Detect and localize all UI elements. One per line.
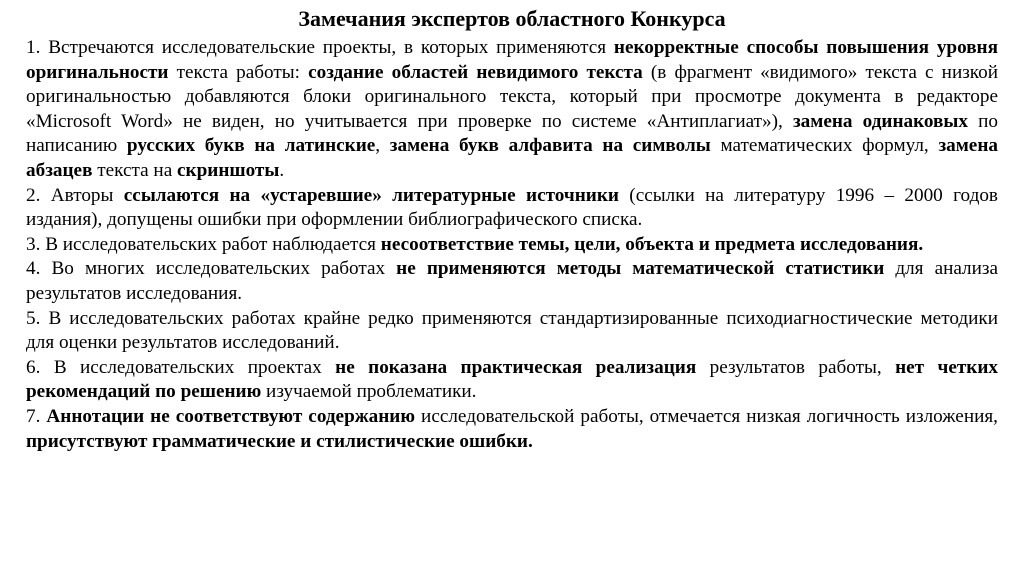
remark-text: изучаемой проблематики. [261,381,477,403]
remark-item-4 [26,257,998,306]
remark-text: , [375,135,390,157]
remark-text: текста на [92,159,178,181]
remark-emphasis: замена букв алфавита на символы [389,135,711,157]
remark-emphasis: некорректные способы повышения уровня оригинальности [26,37,998,83]
remark-emphasis: замена одинаковых [792,110,968,132]
remark-emphasis: не применяются методы математической статистики [396,258,885,280]
remark-text: 5. В исследовательских работах крайне редко применяются стандартизированные психодиагностические методики для оценки результатов исследований. [26,307,998,354]
remark-emphasis: присутствуют грамматические и стилистические ошибки. [26,430,533,452]
slide-title: Замечания экспертов областного Конкурса [298,6,726,31]
remark-text: по написанию [26,110,998,157]
remark-item-5 [26,307,998,356]
remark-emphasis: создание областей невидимого текста [308,61,643,83]
remark-emphasis: Аннотации не соответствуют содержанию [46,405,416,427]
remark-text: для анализа результатов исследования. [26,258,999,304]
remark-item-3 [26,233,998,258]
remark-emphasis: русских букв на латинские [126,135,376,157]
remark-text: 4. Во многих исследовательских работах [26,258,397,280]
remark-text: 1. Встречаются исследовательские проекты, в которых применяются [26,37,614,58]
remarks-list [26,36,998,454]
remark-item-2 [26,184,998,233]
remark-text: (в фрагмент «видимого» текста с низкой оригинальностью добавляются блоки оригинального текста, который при просмотре документа в редакторе «Microsoft Word» не виден, но учитывается при проверке по системе «Антиплагиат»), [26,61,998,132]
remark-text: исследовательской работы, отмечается низкая логичность изложения, [415,405,998,427]
remark-text: математических формул, [710,135,939,157]
remark-item-1 [26,36,998,184]
remark-text: 2. Авторы [26,184,124,206]
remark-emphasis: скриншоты [177,159,280,181]
remark-emphasis: несоответствие темы, цели, объекта и предмета исследования. [380,233,924,255]
remark-emphasis: не показана практическая реализация [335,356,697,378]
remark-emphasis: ссылаются на «устаревшие» литературные источники [123,184,619,206]
remark-text: результатов работы, [696,356,896,378]
remark-text: (ссылки на литературу 1996 – 2000 годов издания), допущены ошибки при оформлении библиографического списка. [26,184,998,231]
remark-text: . [279,159,285,181]
remark-emphasis: нет четких рекомендаций по решению [26,356,998,403]
remark-text: 3. В исследовательских работ наблюдается [26,233,381,255]
remark-text: текста работы: [168,61,309,83]
remark-text: 6. В исследовательских проектах [26,356,336,378]
remark-item-7 [26,405,998,454]
remark-emphasis: замена абзацев [26,135,998,181]
remark-text: 7. [26,405,47,427]
remark-item-6 [26,356,998,405]
